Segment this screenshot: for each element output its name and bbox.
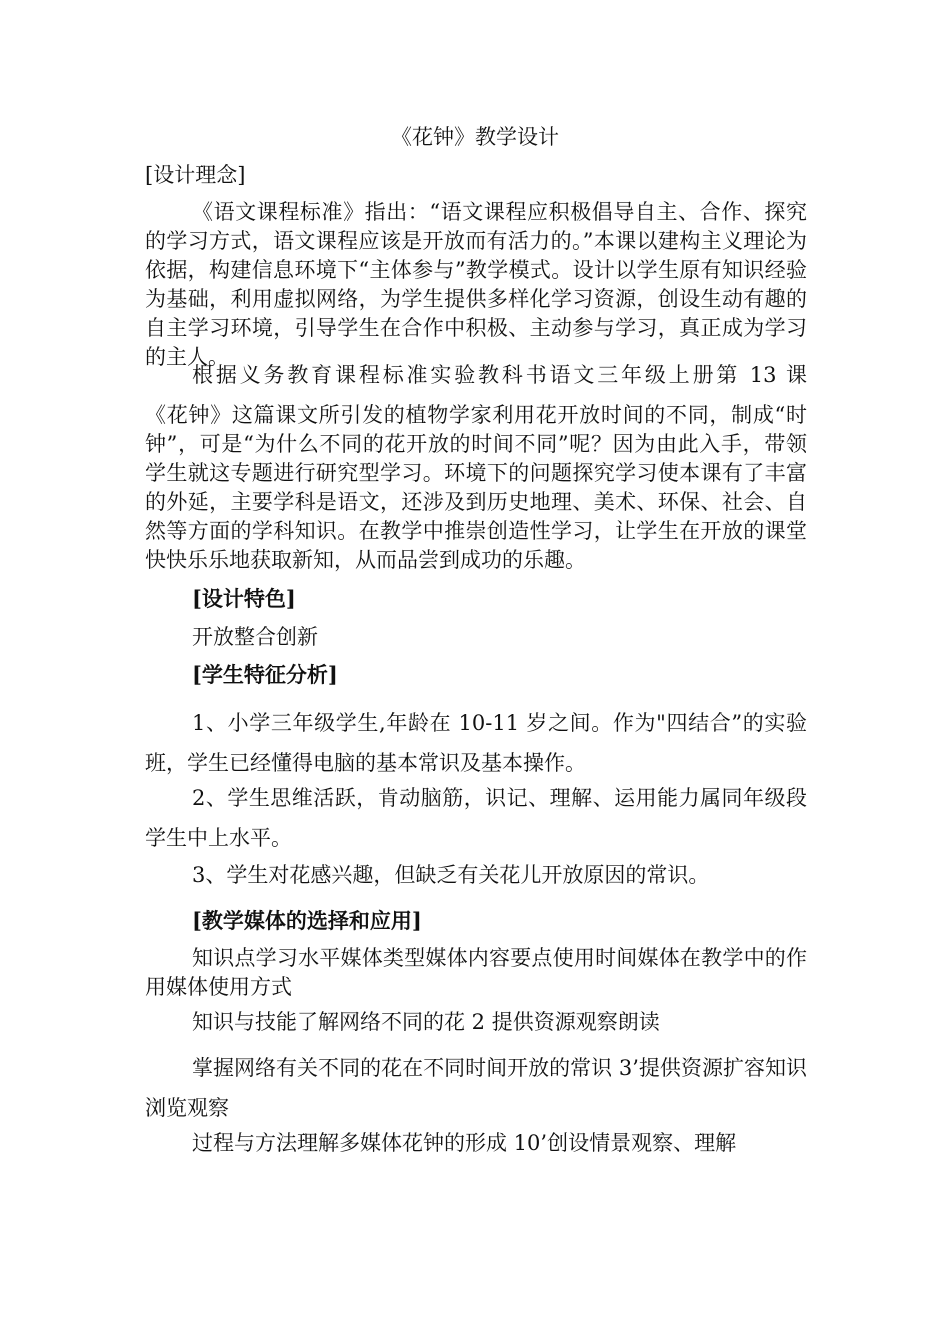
features-text: 开放整合创新 [192,625,318,649]
student-point: 2、学生思维活跃，肯动脑筋，识记、理解、运用能力属同年级段学生中上水平。 [145,786,807,850]
media-heading: [教学媒体的选择和应用] [192,908,422,933]
students-heading: [学生特征分析] [192,662,338,687]
media-paragraph: 过程与方法理解多媒体花钟的形成 10’创设情景观察、理解 [192,1131,737,1155]
basis-paragraph: 《花钟》这篇课文所引发的植物学家利用花开放时间的不同，制成“时钟”，可是“为什么不同的花开放的时间不同”呢？因为由此入手，带领学生就这专题进行研究型学习。环境下的问题探究学习使本课有了丰富的外延，主要学科是语文，还涉及到历史地理、美术、环保、社会、自然等方面的学科知识。在教学中推崇创造性学习，让学生在开放的课堂快快乐乐地获取新知，从而品尝到成功的乐趣。 [145,403,807,572]
media-paragraph: 掌握网络有关不同的花在不同时间开放的常识 3’提供资源扩容知识浏览观察 [145,1056,807,1120]
student-point: 3、学生对花感兴趣，但缺乏有关花儿开放原因的常识。 [192,863,710,887]
concept-heading: [设计理念] [145,163,246,187]
document-title: 《花钟》教学设计 [391,125,559,149]
features-heading: [设计特色] [192,586,296,611]
media-paragraph: 知识点学习水平媒体类型媒体内容要点使用时间媒体在教学中的作用媒体使用方式 [145,946,807,999]
concept-paragraph: 《语文课程标准》指出：“语文课程应积极倡导自主、合作、探究的学习方式，语文课程应该是开放而有活力的。”本课以建构主义理论为依据，构建信息环境下“主体参与”教学模式。设计以学生原有知识经验为基础，利用虚拟网络，为学生提供多样化学习资源，创设生动有趣的自主学习环境，引导学生在合作中积极、主动参与学习，真正成为学习的主人。 [145,200,807,369]
student-point: 1、小学三年级学生,年龄在 10-11 岁之间。作为"四结合”的实验班，学生已经懂得电脑的基本常识及基本操作。 [145,711,807,775]
media-paragraph: 知识与技能了解网络不同的花 2 提供资源观察朗读 [192,1010,660,1034]
basis-first-line: 根据义务教育课程标准实验教科书语文三年级上册第 13 课 [192,363,807,387]
